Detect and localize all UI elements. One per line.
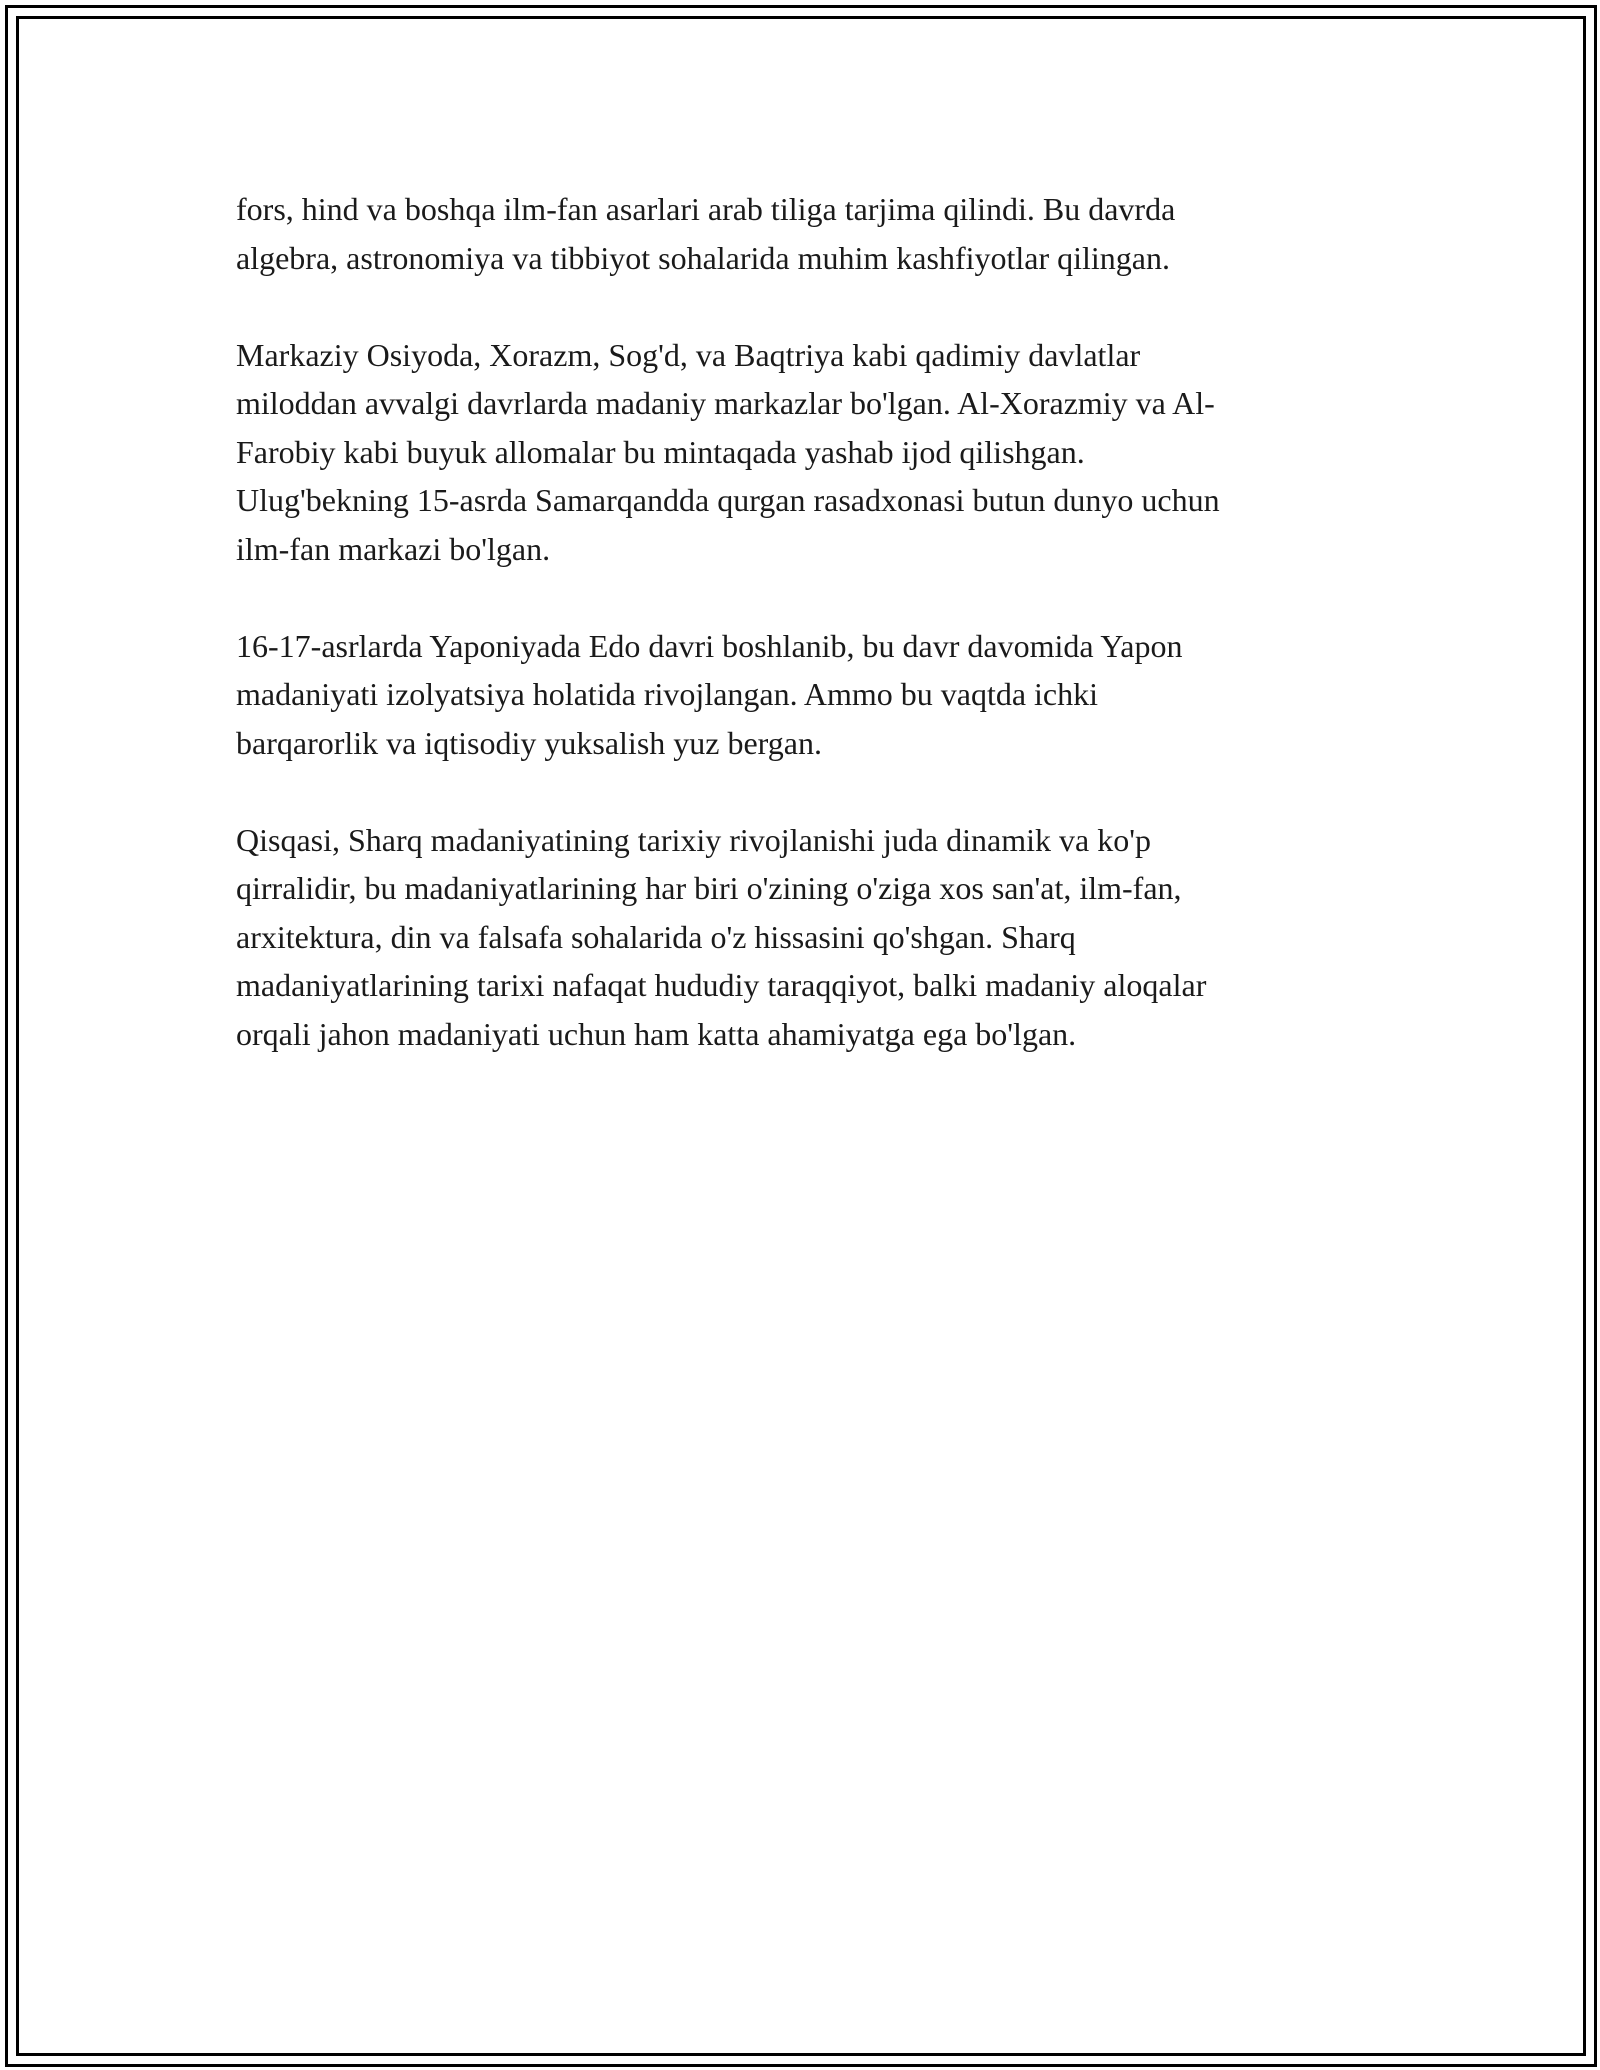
paragraph-4	[236, 816, 1366, 1059]
paragraph-line: Ulug'bekning 15-asrda Samarqandda qurgan rasadxonasi butun dunyo uchun	[236, 482, 1220, 518]
paragraph-line: Qisqasi, Sharq madaniyatining tarixiy rivojlanishi juda dinamik va ko'p	[236, 821, 1151, 858]
paragraph-3	[236, 622, 1366, 768]
paragraph-line: madaniyatlarining tarixi nafaqat hududiy taraqqiyot, balki madaniy aloqalar	[236, 967, 1207, 1003]
paragraph-line: 16-17-asrlarda Yaponiyada Edo davri boshlanib, bu davr davomida Yapon	[236, 627, 1183, 664]
paragraph-2	[236, 331, 1366, 574]
paragraph-line: arxitektura, din va falsafa sohalarida o'z hissasini qo'shgan. Sharq	[236, 918, 1076, 955]
paragraph-line: algebra, astronomiya va tibbiyot sohalarida muhim kashfiyotlar qilingan.	[236, 239, 1170, 276]
paragraph-line: Markaziy Osiyoda, Xorazm, Sog'd, va Baqtriya kabi qadimiy davlatlar	[236, 336, 1141, 373]
paragraph-line: fors, hind va boshqa ilm-fan asarlari arab tiliga tarjima qilindi. Bu davrda	[236, 191, 1176, 227]
paragraph-line: Farobiy kabi buyuk allomalar bu mintaqada yashab ijod qilishgan.	[236, 433, 1085, 470]
paragraph-line: ilm-fan markazi bo'lgan.	[236, 530, 551, 567]
paragraph-line: orqali jahon madaniyati uchun ham katta ahamiyatga ega bo'lgan.	[236, 1015, 1077, 1052]
paragraph-line: barqarorlik va iqtisodiy yuksalish yuz bergan.	[236, 724, 822, 761]
document-body	[236, 185, 1366, 1107]
paragraph-line: qirralidir, bu madaniyatlarining har biri o'zining o'ziga xos san'at, ilm-fan,	[236, 870, 1182, 906]
paragraph-line: madaniyati izolyatsiya holatida rivojlangan. Ammo bu vaqtda ichki	[236, 676, 1099, 712]
paragraph-line: miloddan avvalgi davrlarda madaniy markazlar bo'lgan. Al-Xorazmiy va Al-	[236, 385, 1215, 421]
paragraph-1	[236, 185, 1366, 282]
